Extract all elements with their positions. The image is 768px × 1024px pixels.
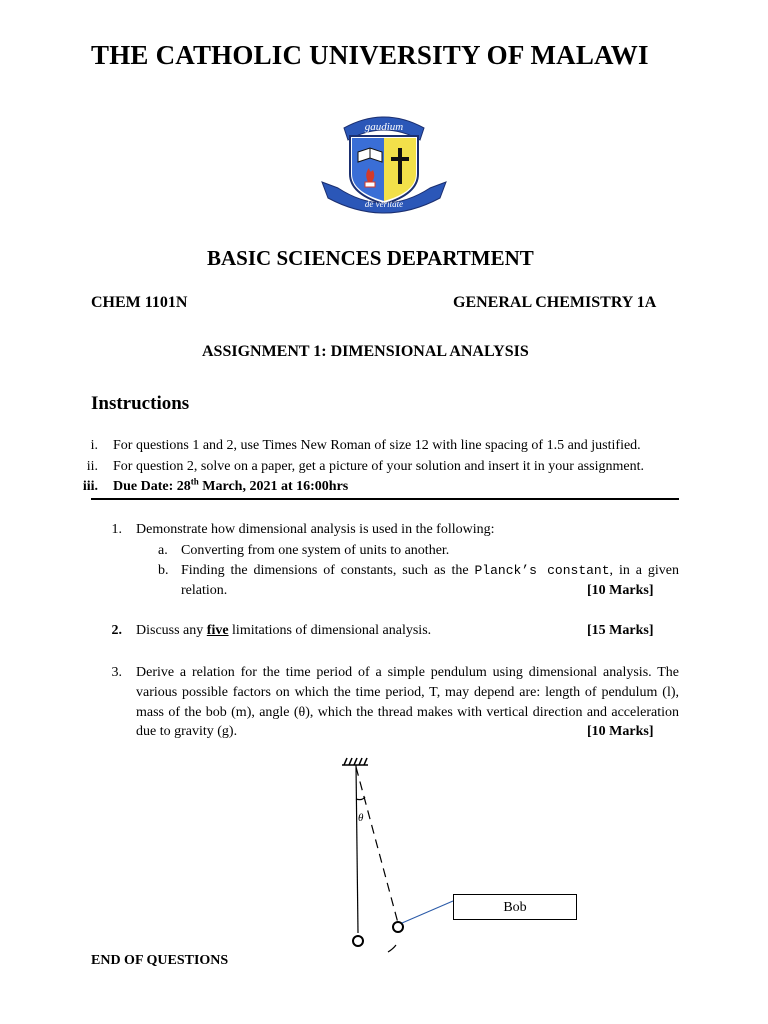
question-number: 3. <box>111 665 122 680</box>
assignment-title: ASSIGNMENT 1: DIMENSIONAL ANALYSIS <box>202 343 529 360</box>
question-3-line: due to gravity (g). <box>136 724 238 739</box>
vertical-thread <box>356 765 358 933</box>
displaced-thread <box>356 767 398 923</box>
university-title: THE CATHOLIC UNIVERSITY OF MALAWI <box>91 40 649 70</box>
university-crest-logo <box>318 108 450 218</box>
pendulum-diagram <box>330 755 470 965</box>
instruction-number: i. <box>90 438 98 453</box>
question-2-marks: [15 Marks] <box>587 623 654 638</box>
question-3-marks: [10 Marks] <box>587 724 654 739</box>
end-of-questions: END OF QUESTIONS <box>91 953 229 968</box>
instruction-text: For questions 1 and 2, use Times New Roman of size 12 with line spacing of 1.5 and justified. <box>113 438 641 453</box>
swing-mark <box>388 945 396 952</box>
course-code: CHEM 1101N <box>91 294 188 311</box>
instruction-number: iii. <box>82 479 98 494</box>
department-heading: BASIC SCIENCES DEPARTMENT <box>207 246 534 270</box>
instruction-number: ii. <box>86 459 98 474</box>
question-3-line: various possible factors on which the time period, T, may depend are: length of pendulum (l), <box>136 685 679 700</box>
angle-label: θ <box>358 812 364 824</box>
svg-text:de veritate: de veritate <box>364 199 404 209</box>
bob-displaced <box>393 922 403 932</box>
course-name: GENERAL CHEMISTRY 1A <box>453 294 657 311</box>
sub-label: b. <box>158 563 169 578</box>
sub-label: a. <box>158 543 168 558</box>
question-2-text: Discuss any five limitations of dimensional analysis. <box>136 623 432 638</box>
due-date: Due Date: 28th March, 2021 at 16:00hrs <box>113 476 349 494</box>
question-1b-continued: relation. <box>181 583 228 598</box>
question-1-marks: [10 Marks] <box>587 583 654 598</box>
bob-vertical <box>353 936 363 946</box>
bob-pointer-line <box>402 901 453 923</box>
question-1a-text: Converting from one system of units to another. <box>181 543 450 558</box>
svg-text:gaudium: gaudium <box>364 121 404 133</box>
question-3-line: Derive a relation for the time period of a simple pendulum using dimensional analysis. The <box>136 665 679 680</box>
bob-label-box: Bob <box>453 894 577 920</box>
question-3-line: mass of the bob (m), angle (θ), which the thread makes with vertical direction and acceleration <box>136 705 679 720</box>
instruction-text: For question 2, solve on a paper, get a picture of your solution and insert it in your assignment. <box>113 459 644 474</box>
question-number: 2. <box>111 623 122 638</box>
question-1-text: Demonstrate how dimensional analysis is used in the following: <box>136 522 495 537</box>
question-1b-text: Finding the dimensions of constants, such as the Planck’s constant, in a given <box>181 563 679 578</box>
ceiling-support <box>342 758 368 765</box>
divider-line <box>91 498 679 500</box>
question-number: 1. <box>111 522 122 537</box>
instructions-heading: Instructions <box>91 393 190 414</box>
